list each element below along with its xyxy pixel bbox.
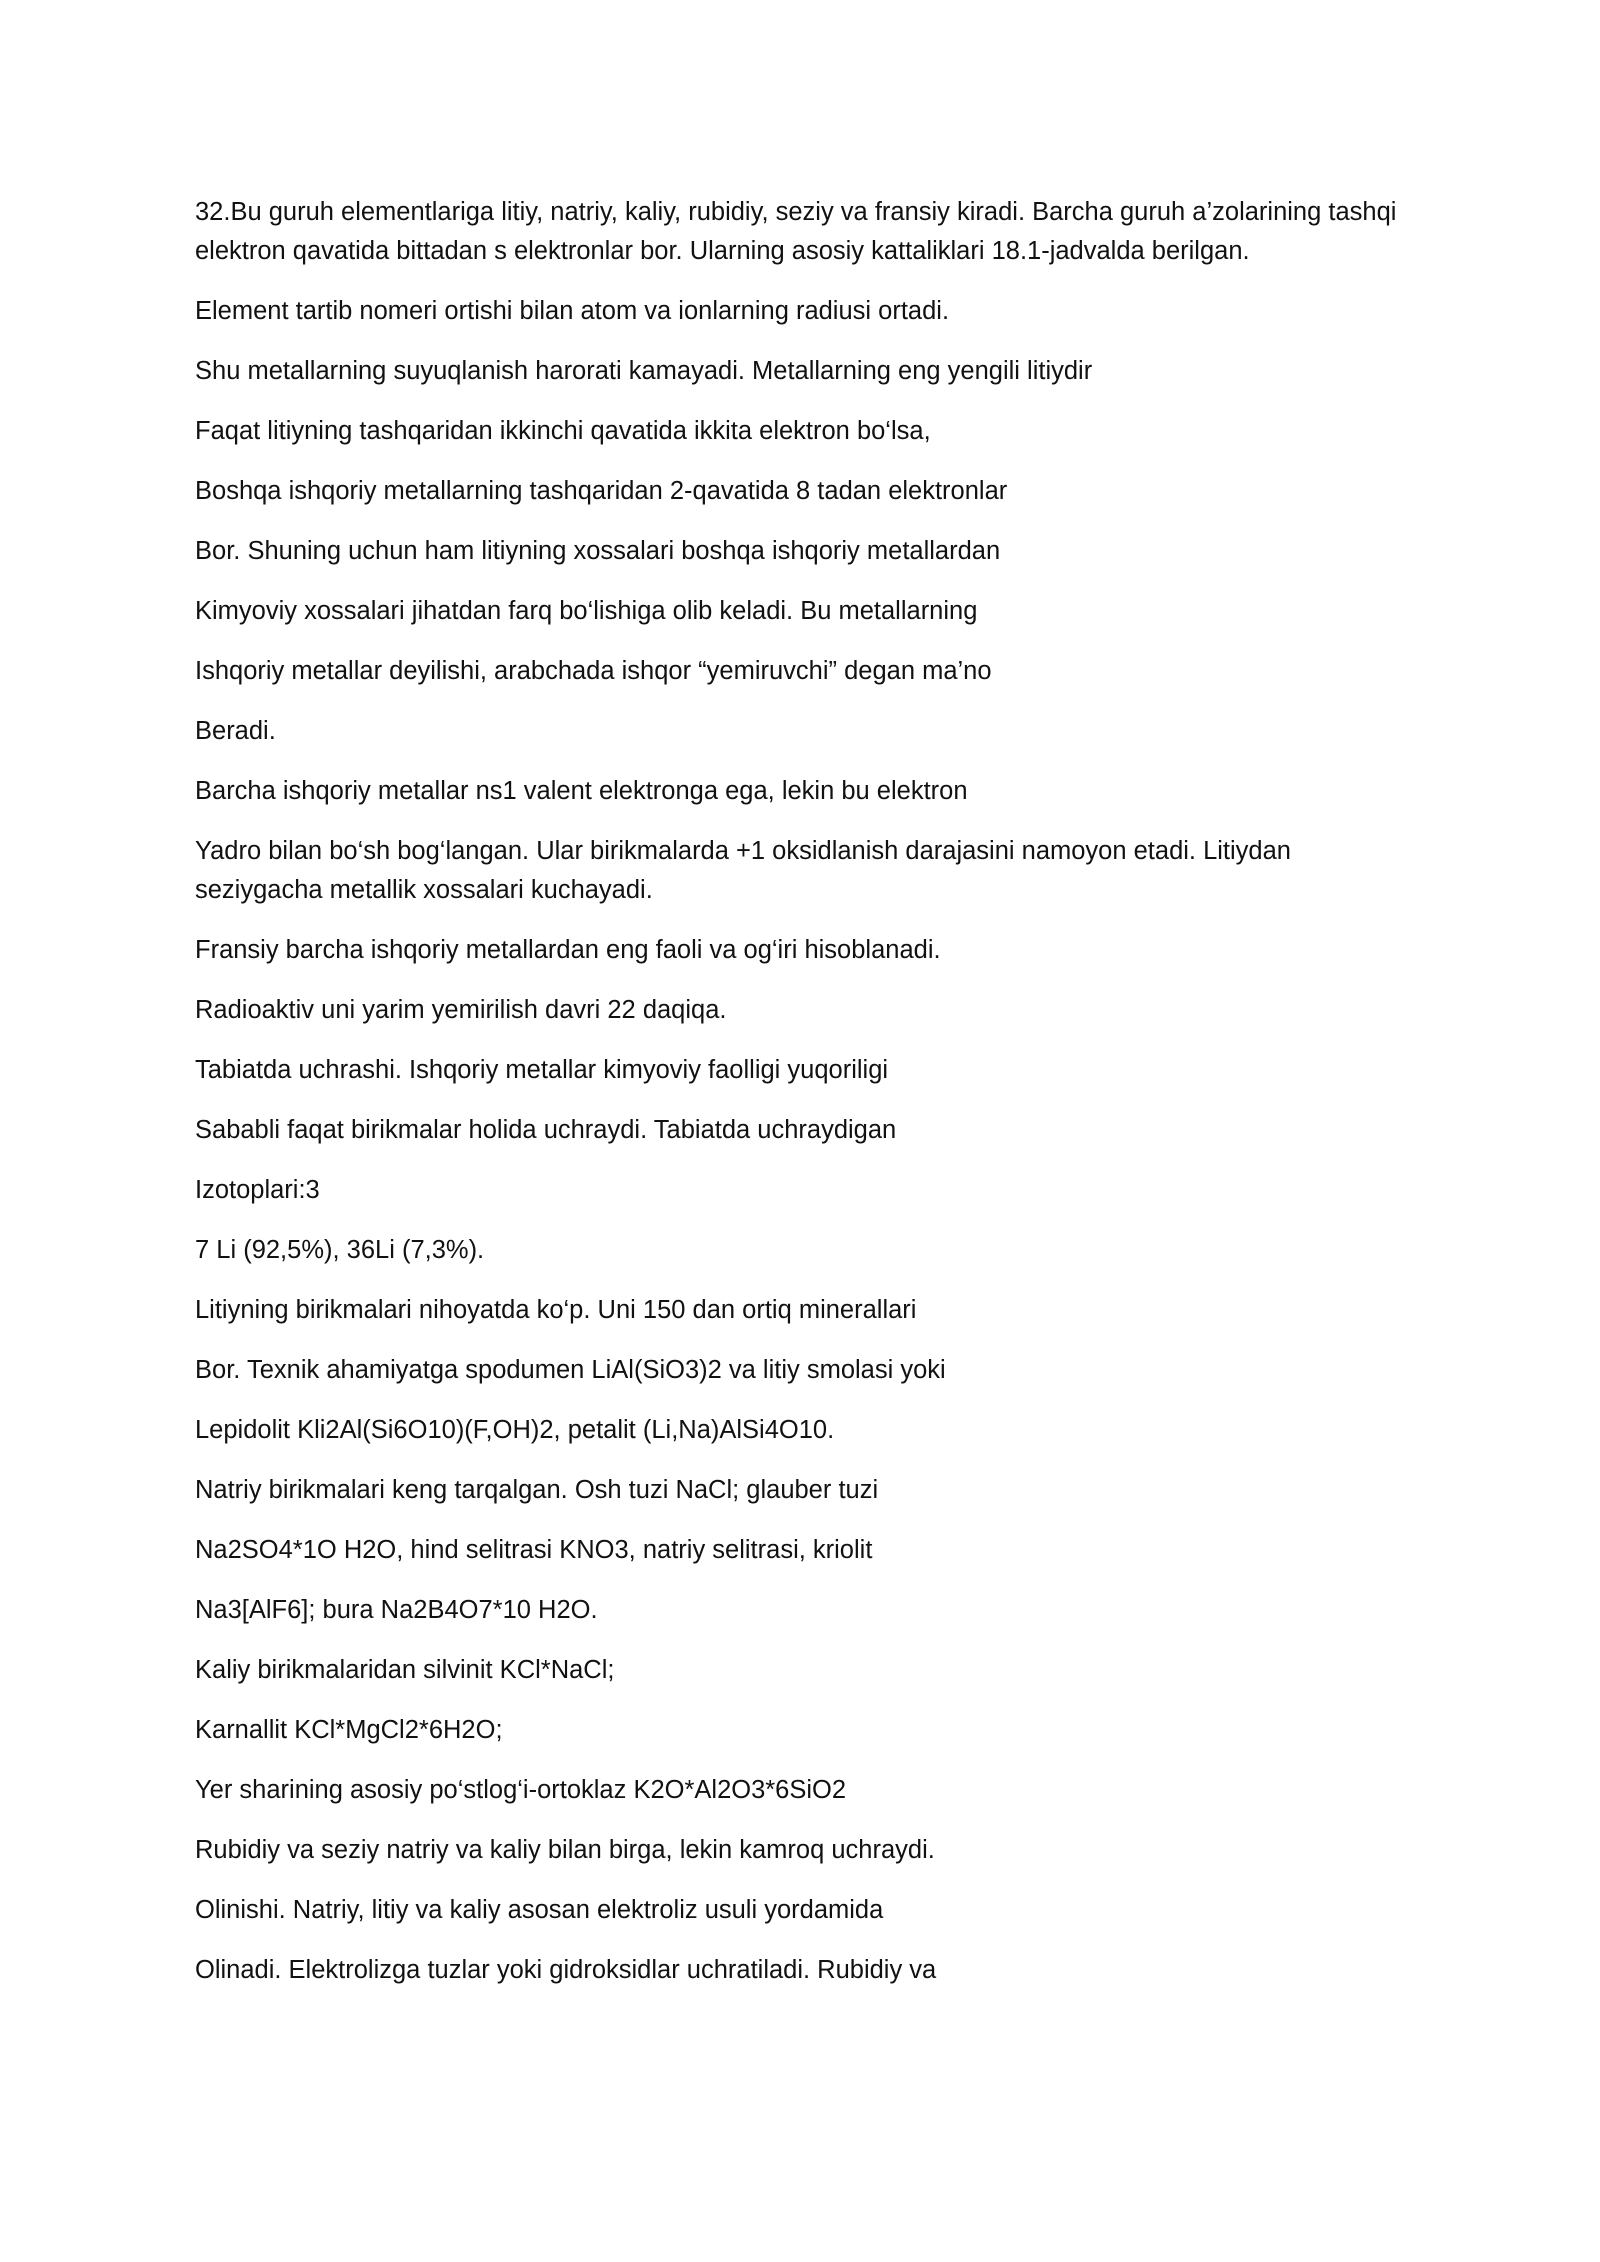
paragraph: Element tartib nomeri ortishi bilan atom va ionlarning radiusi ortadi. <box>195 297 950 325</box>
paragraph: 32.Bu guruh elementlariga litiy, natriy, kaliy, rubidiy, seziy va fransiy kiradi. Barcha guruh a’zolarining tashqi elektron qavatida bittadan s elektronlar bor. Ularning asosiy kattaliklari 18.1-jadvalda berilgan. <box>195 198 1397 265</box>
paragraph: Kimyoviy xossalari jihatdan farq bo‘lishiga olib keladi. Bu metallarning <box>195 597 978 625</box>
paragraph: Olinadi. Elektrolizga tuzlar yoki gidroksidlar uchratiladi. Rubidiy va <box>195 1956 937 1984</box>
paragraph: Ishqoriy metallar deyilishi, arabchada ishqor “yemiruvchi” degan ma’no <box>195 657 992 685</box>
paragraph: Kaliy birikmalaridan silvinit KCl*NaCl; <box>195 1656 615 1684</box>
paragraph: Boshqa ishqoriy metallarning tashqaridan 2-qavatida 8 tadan elektronlar <box>195 477 1008 505</box>
paragraph: Barcha ishqoriy metallar ns1 valent elektronga ega, lekin bu elektron <box>195 777 968 805</box>
paragraph: Beradi. <box>195 717 276 745</box>
paragraph: Na2SO4*1O H2O, hind selitrasi KNO3, natriy selitrasi, kriolit <box>195 1536 873 1564</box>
paragraph: Sababli faqat birikmalar holida uchraydi. Tabiatda uchraydigan <box>195 1116 897 1144</box>
paragraph: Litiyning birikmalari nihoyatda ko‘p. Uni 150 dan ortiq minerallari <box>195 1296 917 1324</box>
paragraph: Bor. Shuning uchun ham litiyning xossalari boshqa ishqoriy metallardan <box>195 537 1001 565</box>
paragraph: 7 Li (92,5%), 36Li (7,3%). <box>195 1236 485 1264</box>
paragraph: Rubidiy va seziy natriy va kaliy bilan birga, lekin kamroq uchraydi. <box>195 1836 935 1864</box>
paragraph: Radioaktiv uni yarim yemirilish davri 22 daqiqa. <box>195 996 727 1024</box>
paragraph: Na3[AlF6]; bura Na2B4O7*10 H2O. <box>195 1596 598 1624</box>
paragraph: Yer sharining asosiy po‘stlog‘i-ortoklaz K2O*Al2O3*6SiO2 <box>195 1776 847 1804</box>
paragraph: Tabiatda uchrashi. Ishqoriy metallar kimyoviy faolligi yuqoriligi <box>195 1056 889 1084</box>
paragraph: Faqat litiyning tashqaridan ikkinchi qavatida ikkita elektron bo‘lsa, <box>195 417 931 445</box>
paragraph: Izotoplari:3 <box>195 1176 320 1204</box>
paragraph: Natriy birikmalari keng tarqalgan. Osh tuzi NaCl; glauber tuzi <box>195 1476 879 1504</box>
paragraph: Olinishi. Natriy, litiy va kaliy asosan elektroliz usuli yordamida <box>195 1896 884 1924</box>
paragraph: Yadro bilan bo‘sh bog‘langan. Ular birikmalarda +1 oksidlanish darajasini namoyon etadi. Litiydan seziygacha metallik xossalari kuchayadi. <box>195 837 1291 904</box>
paragraph: Shu metallarning suyuqlanish harorati kamayadi. Metallarning eng yengili litiydir <box>195 357 1093 385</box>
paragraph: Bor. Texnik ahamiyatga spodumen LiAl(SiO3)2 va litiy smolasi yoki <box>195 1356 946 1384</box>
paragraph: Karnallit KCl*MgCl2*6H2O; <box>195 1716 503 1744</box>
paragraph: Lepidolit Kli2Al(Si6O10)(F,OH)2, petalit (Li,Na)AlSi4O10. <box>195 1416 835 1444</box>
paragraph: Fransiy barcha ishqoriy metallardan eng faoli va og‘iri hisoblanadi. <box>195 936 941 964</box>
document-body <box>195 193 1415 2011</box>
